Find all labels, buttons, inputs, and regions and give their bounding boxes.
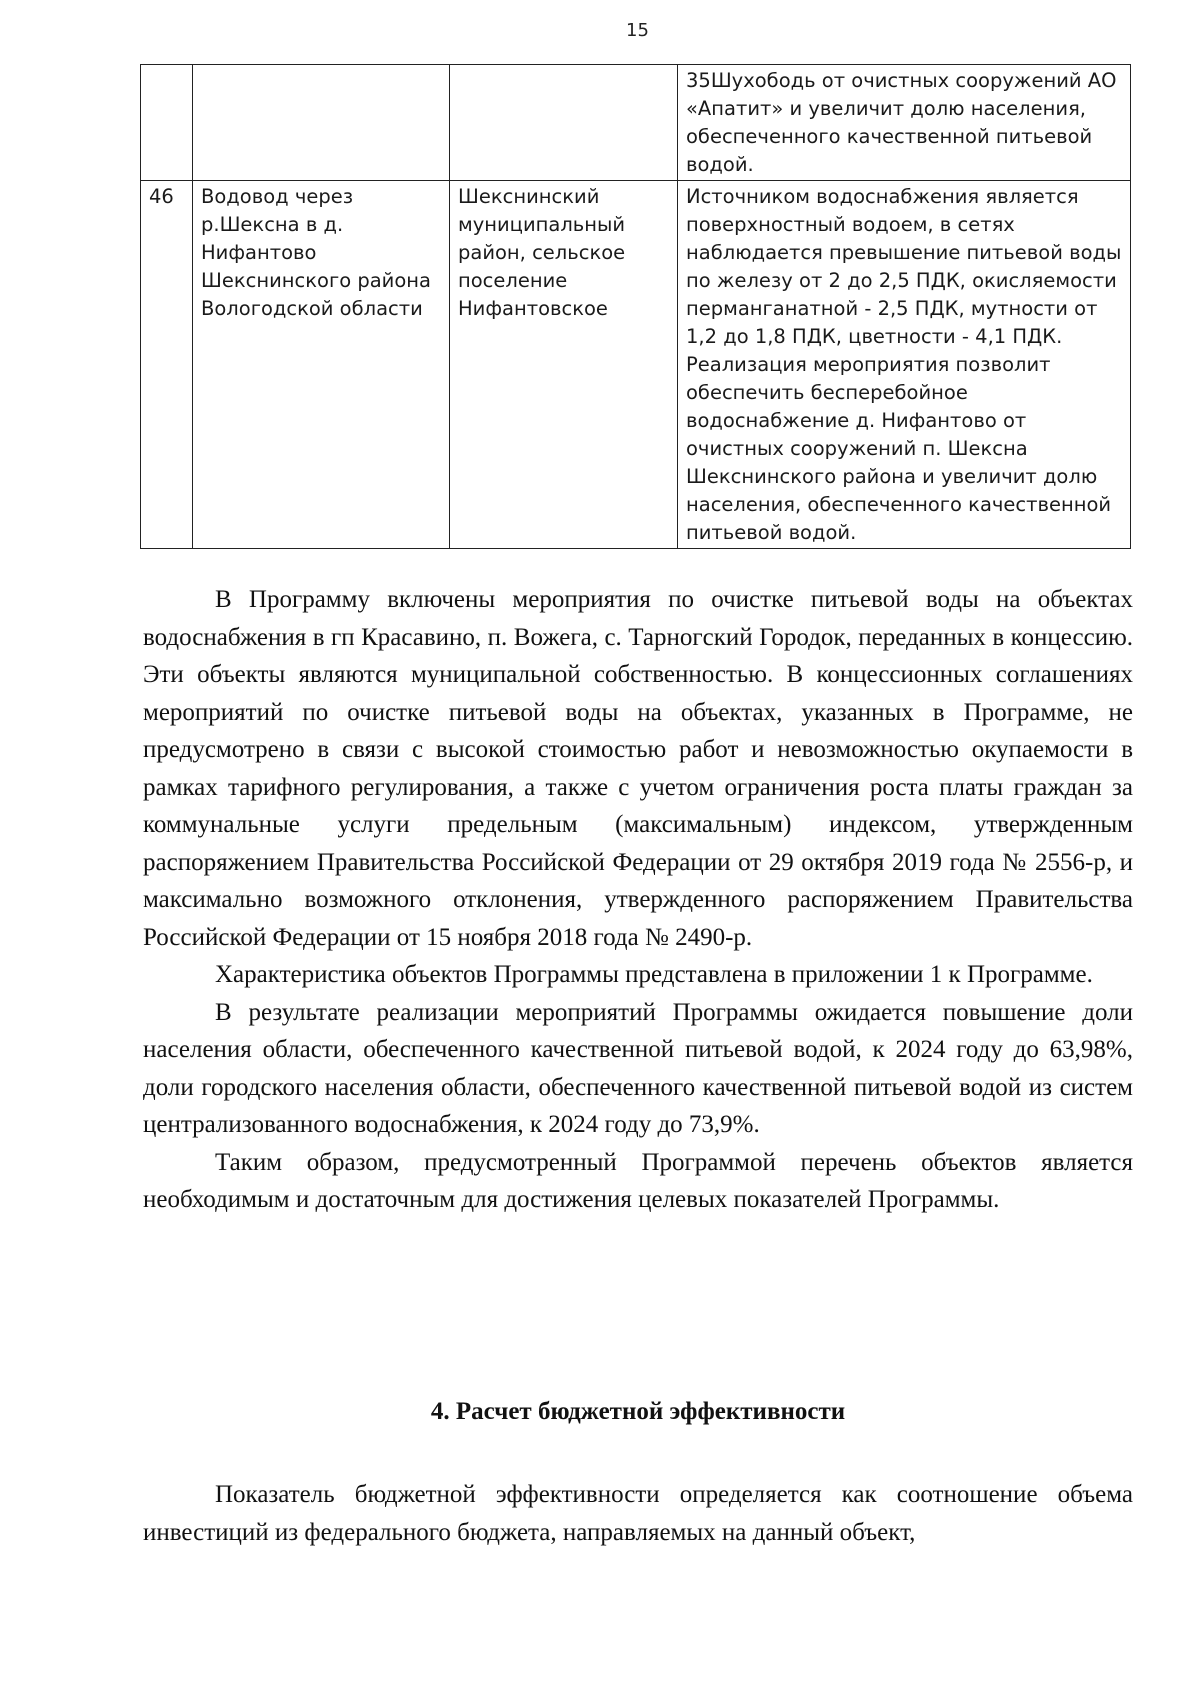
paragraph: Показатель бюджетной эффективности определяется как соотношение объема инвестиций из федерального бюджета, направляемых на данный объект, xyxy=(143,1481,1133,1546)
table-row xyxy=(141,181,1131,549)
table-row xyxy=(141,65,1131,181)
table-cell-description: 35Шухободь от очистных сооружений АО «Апатит» и увеличит долю населения, обеспеченного качественной питьевой водой. xyxy=(678,65,1131,181)
page-number: 15 xyxy=(626,20,649,41)
paragraph: Характеристика объектов Программы представлена в приложении 1 к Программе. xyxy=(215,961,1093,988)
table-cell-object: Водовод через р.Шексна в д. Нифантово Шекснинского района Вологодской области xyxy=(193,181,450,549)
objects-table xyxy=(140,64,1131,549)
table-cell-object xyxy=(193,65,450,181)
section-heading: 4. Расчет бюджетной эффективности xyxy=(430,1398,846,1425)
table-cell-number: 46 xyxy=(141,181,193,549)
paragraph: В результате реализации мероприятий Программы ожидается повышение доли населения области, обеспеченного качественной питьевой водой, к 2024 году до 63,98%, доли городского населения области, обеспеченного качественной питьевой водой из систем централизованного водоснабжения, к 2024 году до 73,9%. xyxy=(143,998,1133,1138)
table-cell-description: Источником водоснабжения является поверхностный водоем, в сетях наблюдается превышение питьевой воды по железу от 2 до 2,5 ПДК, окисляемости перманганатной - 2,5 ПДК, мутности от 1,2 до 1,8 ПДК, цветности - 4,1 ПДК. Реализация мероприятия позволит обеспечить бесперебойное водоснабжение д. Нифантово от очистных сооружений п. Шексна Шекснинского района и увеличит долю населения, обеспеченного качественной питьевой водой. xyxy=(678,181,1131,549)
body-text xyxy=(143,581,1133,1219)
table-cell-number xyxy=(141,65,193,181)
paragraph: В Программу включены мероприятия по очистке питьевой воды на объектах водоснабжения в гп Красавино, п. Вожега, с. Тарногский Городок, переданных в концессию. Эти объекты являются муниципальной собственностью. В концессионных соглашениях мероприятий по очистке питьевой воды на объектах, указанных в Программе, не предусмотрено в связи с высокой стоимостью работ и невозможностью окупаемости в рамках тарифного регулирования, а также с учетом ограничения роста платы граждан за коммунальные услуги предельным (максимальным) индексом, утвержденным распоряжением Правительства Российской Федерации от 29 октября 2019 года № 2556-р, и максимально возможного отклонения, утвержденного распоряжением Правительства Российской Федерации от 15 ноября 2018 года № 2490-р. xyxy=(143,586,1133,951)
paragraph: Таким образом, предусмотренный Программой перечень объектов является необходимым и достаточным для достижения целевых показателей Программы. xyxy=(143,1148,1133,1213)
table-cell-location xyxy=(450,65,678,181)
body-text-closing xyxy=(143,1476,1133,1551)
table-cell-location: Шекснинский муниципальный район, сельское поселение Нифантовское xyxy=(450,181,678,549)
